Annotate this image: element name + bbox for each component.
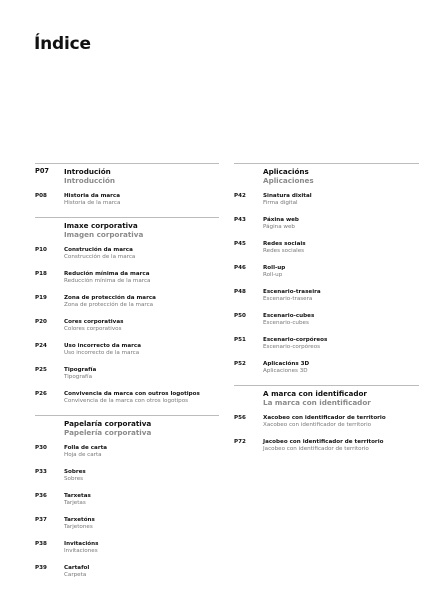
index-entry[interactable]	[234, 241, 419, 255]
entry-text	[64, 493, 91, 507]
index-entry[interactable]	[234, 313, 419, 327]
entry-text	[263, 439, 383, 453]
entry-page-number: P08	[35, 193, 47, 199]
entry-subtitle: Hoja de carta	[64, 452, 102, 458]
index-section	[234, 163, 419, 375]
entry-text	[64, 319, 123, 333]
entry-page-number: P26	[35, 391, 47, 397]
entry-page-number: P36	[35, 493, 47, 499]
entry-title: Xacobeo con identificador de territorio	[263, 415, 386, 421]
index-section	[35, 415, 219, 579]
entry-subtitle: Escenario-cubes	[263, 320, 309, 326]
entry-page-number: P10	[35, 247, 47, 253]
section-heading	[234, 389, 419, 407]
entry-text	[263, 337, 327, 351]
entry-title: Sobres	[64, 469, 86, 475]
entry-title: Construción da marca	[64, 247, 133, 253]
index-entry[interactable]	[234, 217, 419, 231]
entry-text	[263, 415, 386, 429]
entry-text	[64, 469, 86, 483]
entry-title: Sinatura dixital	[263, 193, 312, 199]
section-heading	[234, 167, 419, 185]
section-heading	[35, 419, 219, 437]
entry-page-number: P38	[35, 541, 47, 547]
entry-page-number: P45	[234, 241, 246, 247]
section-title: Introdución	[64, 167, 111, 176]
entry-subtitle: Construcción de la marca	[64, 254, 136, 260]
index-entry[interactable]	[35, 319, 219, 333]
entry-text	[64, 343, 141, 357]
entry-page-number: P37	[35, 517, 47, 523]
entry-text	[263, 241, 306, 255]
entry-title: Invitacións	[64, 541, 99, 547]
entry-title: Cartafol	[64, 565, 90, 571]
index-column-right	[234, 163, 419, 463]
index-entry[interactable]	[35, 517, 219, 531]
entry-page-number: P43	[234, 217, 246, 223]
index-entry[interactable]	[234, 361, 419, 375]
entry-subtitle: Tarjetones	[64, 524, 93, 530]
section-title: A marca con identificador	[263, 389, 367, 398]
entry-subtitle: Reducción mínima de la marca	[64, 278, 151, 284]
section-title-block	[64, 167, 115, 185]
index-entry[interactable]	[234, 193, 419, 207]
entry-page-number: P72	[234, 439, 246, 445]
section-title-block	[263, 167, 314, 185]
entry-page-number: P20	[35, 319, 47, 325]
index-entry[interactable]	[35, 343, 219, 357]
entry-subtitle: Redes sociales	[263, 248, 305, 254]
entry-page-number: P52	[234, 361, 246, 367]
index-entry[interactable]	[35, 565, 219, 579]
entry-text	[263, 217, 299, 231]
entry-page-number: P51	[234, 337, 246, 343]
entry-title: Páxina web	[263, 217, 299, 223]
index-entry[interactable]	[234, 439, 419, 453]
entry-subtitle: Zona de protección de la marca	[64, 302, 154, 308]
section-page-number	[35, 221, 64, 239]
section-page-number	[234, 167, 263, 185]
index-entry[interactable]	[35, 445, 219, 459]
entry-text	[64, 193, 120, 207]
entry-text	[64, 445, 107, 459]
entry-text	[64, 295, 156, 309]
index-column-left	[35, 163, 219, 589]
entry-page-number: P30	[35, 445, 47, 451]
section-subtitle: Aplicaciones	[263, 176, 314, 185]
index-entry[interactable]	[35, 541, 219, 555]
index-entry[interactable]	[35, 193, 219, 207]
index-section	[35, 217, 219, 405]
section-page-number: P07	[35, 167, 50, 175]
entry-title: Tarxetóns	[64, 517, 95, 523]
entry-subtitle: Tipografía	[64, 374, 93, 380]
entry-page-number: P46	[234, 265, 246, 271]
entry-page-number: P18	[35, 271, 47, 277]
entry-subtitle: Uso incorrecto de la marca	[64, 350, 140, 356]
entry-page-number: P39	[35, 565, 47, 571]
entry-subtitle: Colores corporativos	[64, 326, 122, 332]
entry-subtitle: Página web	[263, 224, 295, 230]
section-page-number	[234, 389, 263, 407]
section-subtitle: Imagen corporativa	[64, 230, 144, 239]
entry-title: Uso incorrecto da marca	[64, 343, 141, 349]
entry-text	[64, 391, 200, 405]
entry-title: Zona de protección da marca	[64, 295, 156, 301]
entry-subtitle: Convivencia de la marca con otros logotipos	[64, 398, 189, 404]
index-entry[interactable]	[35, 391, 219, 405]
entry-text	[263, 313, 314, 327]
entry-page-number: P56	[234, 415, 246, 421]
index-entry[interactable]	[35, 367, 219, 381]
entry-text	[64, 271, 150, 285]
section-title-block	[263, 389, 371, 407]
index-entry[interactable]	[234, 289, 419, 303]
entry-title: Cores corporativas	[64, 319, 124, 325]
entry-page-number: P50	[234, 313, 246, 319]
entry-subtitle: Roll-up	[263, 272, 283, 278]
entry-title: Roll-up	[263, 265, 286, 271]
entry-subtitle: Escenario-corpóreos	[263, 344, 321, 350]
section-subtitle: La marca con identificador	[263, 398, 371, 407]
entry-title: Folla de carta	[64, 445, 108, 451]
section-title-block	[64, 419, 151, 437]
section-heading	[35, 221, 219, 239]
entry-text	[64, 541, 98, 555]
index-entry[interactable]	[234, 265, 419, 279]
section-page-number	[35, 419, 64, 437]
section-subtitle: Introducción	[64, 176, 116, 185]
index-entry[interactable]	[35, 271, 219, 285]
entry-title: Historia da marca	[64, 193, 121, 199]
entry-subtitle: Carpeta	[64, 572, 87, 578]
index-entry[interactable]	[234, 337, 419, 351]
index-entry[interactable]	[35, 469, 219, 483]
entry-subtitle: Jacobeo con identificador de territorio	[263, 446, 369, 452]
entry-text	[64, 565, 89, 579]
index-entry[interactable]	[35, 295, 219, 309]
entry-subtitle: Historia de la marca	[64, 200, 121, 206]
section-title: Imaxe corporativa	[64, 221, 138, 230]
index-entry[interactable]	[234, 415, 419, 429]
index-section	[234, 385, 419, 453]
entry-title: Tipografía	[64, 367, 97, 373]
entry-text	[263, 289, 321, 303]
entry-title: Redes sociais	[263, 241, 306, 247]
entry-text	[64, 247, 135, 261]
index-section	[35, 163, 219, 207]
entry-title: Escenario-cubes	[263, 313, 315, 319]
section-subtitle: Papelería corporativa	[64, 428, 152, 437]
page-title: Índice	[34, 34, 91, 54]
entry-page-number: P25	[35, 367, 47, 373]
entry-title: Convivencia da marca con outros logotipos	[64, 391, 200, 397]
entry-subtitle: Tarjetas	[64, 500, 86, 506]
entry-text	[263, 361, 309, 375]
entry-subtitle: Invitaciones	[64, 548, 98, 554]
entry-subtitle: Escenario-trasera	[263, 296, 313, 302]
entry-subtitle: Xacobeo con identificador de territorio	[263, 422, 372, 428]
entry-text	[64, 517, 95, 531]
entry-text	[64, 367, 96, 381]
entry-title: Aplicacións 3D	[263, 361, 310, 367]
entry-subtitle: Aplicaciones 3D	[263, 368, 308, 374]
section-title: Papelaría corporativa	[64, 419, 152, 428]
entry-text	[263, 193, 312, 207]
index-entry[interactable]	[35, 247, 219, 261]
entry-title: Escenario-corpóreos	[263, 337, 328, 343]
section-title-block	[64, 221, 143, 239]
entry-title: Jacobeo con identificador de territorio	[263, 439, 384, 445]
index-entry[interactable]	[35, 493, 219, 507]
section-title: Aplicacións	[263, 167, 309, 176]
entry-title: Redución mínima da marca	[64, 271, 150, 277]
section-heading	[35, 167, 219, 185]
entry-page-number: P33	[35, 469, 47, 475]
entry-page-number: P19	[35, 295, 47, 301]
entry-page-number: P48	[234, 289, 246, 295]
entry-title: Tarxetas	[64, 493, 91, 499]
entry-subtitle: Sobres	[64, 476, 84, 482]
entry-page-number: P42	[234, 193, 246, 199]
entry-subtitle: Firma digital	[263, 200, 298, 206]
entry-page-number: P24	[35, 343, 47, 349]
entry-text	[263, 265, 285, 279]
entry-title: Escenario-traseira	[263, 289, 321, 295]
